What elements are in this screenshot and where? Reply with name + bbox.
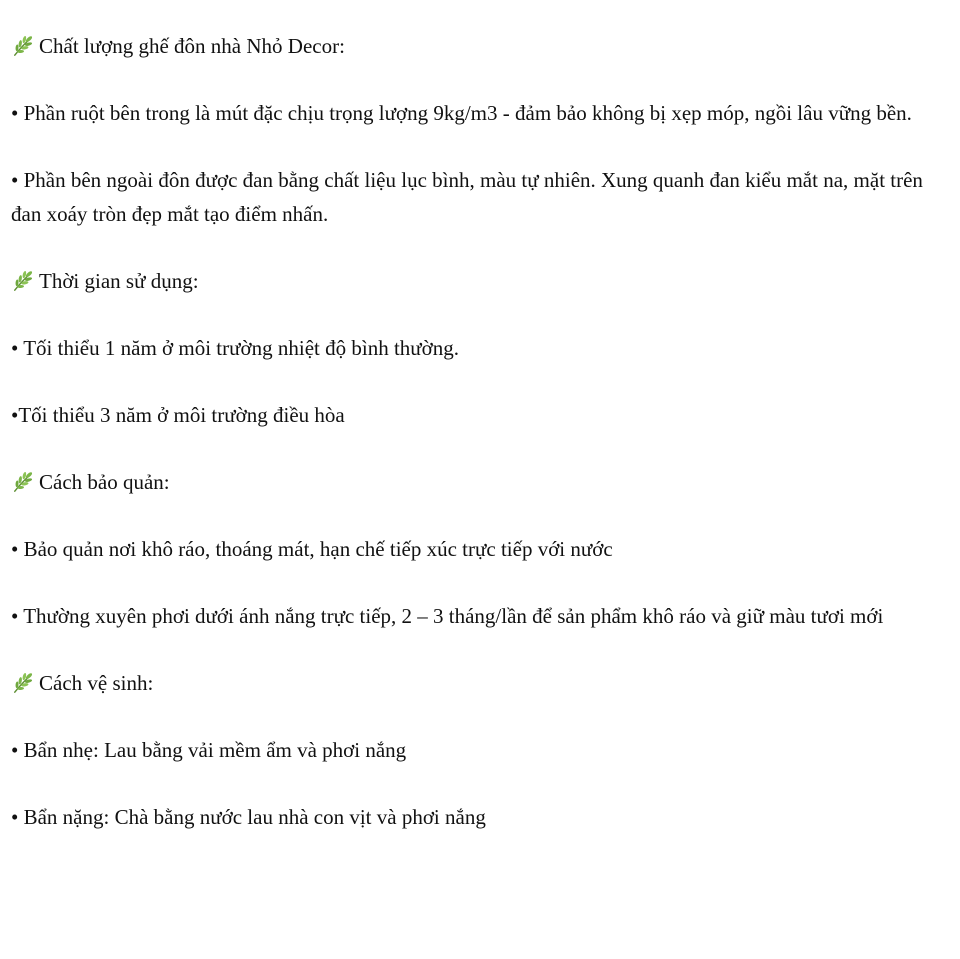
list-item: • Bảo quản nơi khô ráo, thoáng mát, hạn chế tiếp xúc trực tiếp với nước — [11, 536, 613, 561]
list-item: • Phần bên ngoài đôn được đan bằng chất liệu lục bình, màu tự nhiên. Xung quanh đan kiểu mắt na, mặt trên đan xoáy tròn đẹp mắt tạo điểm nhấn. — [11, 168, 923, 226]
section-heading-usage-time — [11, 265, 946, 299]
section-heading-text: Cách bảo quản: — [39, 469, 170, 494]
section-heading-quality — [11, 30, 946, 64]
list-item: • Phần ruột bên trong là mút đặc chịu trọng lượng 9kg/m3 - đảm bảo không bị xẹp móp, ngồi lâu vững bền. — [11, 101, 912, 125]
section-heading-text: Chất lượng ghế đôn nhà Nhỏ Decor: — [39, 34, 345, 58]
section-heading-cleaning — [11, 667, 946, 701]
list-item: • Bẩn nặng: Chà bằng nước lau nhà con vịt và phơi nắng — [11, 804, 486, 829]
list-item: • Bẩn nhẹ: Lau bằng vải mềm ẩm và phơi nắng — [11, 737, 407, 762]
list-item: • Thường xuyên phơi dưới ánh nắng trực tiếp, 2 – 3 tháng/lần để sản phẩm khô ráo và giữ màu tươi mới — [11, 603, 884, 628]
list-item: • Tối thiểu 1 năm ở môi trường nhiệt độ bình thường. — [11, 335, 460, 360]
section-heading-storage — [11, 466, 946, 500]
section-heading-text: Thời gian sử dụng: — [39, 268, 199, 293]
herb-icon — [11, 35, 35, 57]
herb-icon — [11, 672, 35, 694]
herb-icon — [11, 471, 35, 493]
herb-icon — [11, 270, 35, 292]
section-heading-text: Cách vệ sinh: — [39, 670, 154, 695]
list-item: •Tối thiểu 3 năm ở môi trường điều hòa — [11, 402, 345, 427]
